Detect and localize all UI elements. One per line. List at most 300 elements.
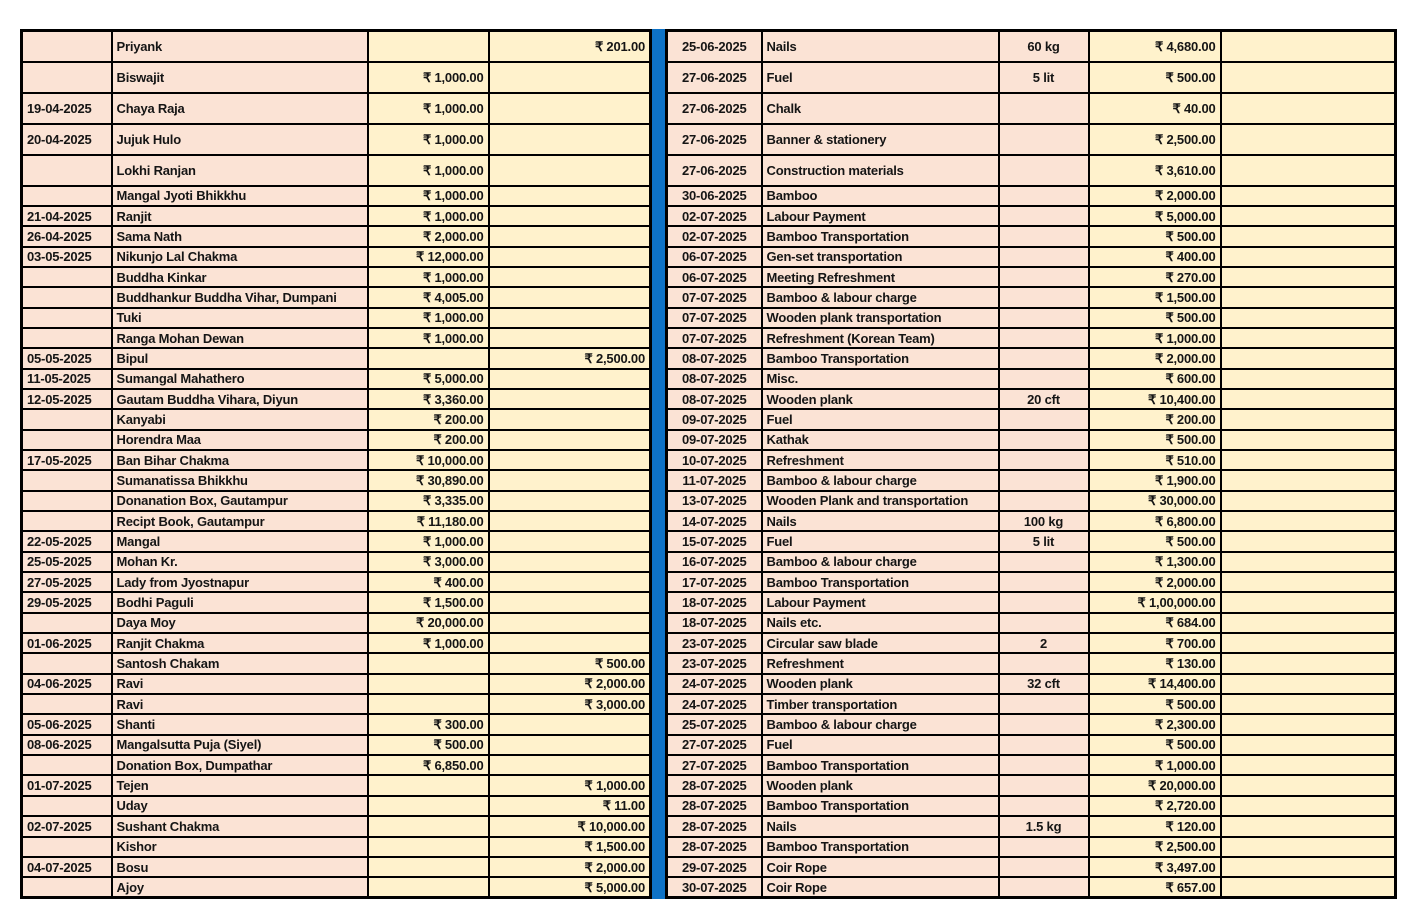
cell-amount-2[interactable] [489,511,651,531]
cell-amount-2[interactable]: ₹ 11.00 [489,796,651,816]
cell-expense-item[interactable]: Bamboo & labour charge [762,552,999,572]
cell-expense-item[interactable]: Nails [762,816,999,836]
cell-date[interactable]: 11-05-2025 [22,369,112,389]
cell-amount[interactable]: ₹ 1,000.00 [1089,755,1221,775]
cell-amount-1[interactable]: ₹ 500.00 [368,735,489,755]
cell-amount-1[interactable]: ₹ 1,500.00 [368,592,489,612]
cell-amount[interactable]: ₹ 1,000.00 [1089,328,1221,348]
cell-date[interactable]: 11-07-2025 [667,470,762,490]
cell-empty[interactable] [1221,613,1396,633]
cell-date[interactable]: 02-07-2025 [22,816,112,836]
cell-donor-name[interactable]: Mohan Kr. [112,552,368,572]
cell-donor-name[interactable]: Priyank [112,31,368,62]
cell-date[interactable]: 25-07-2025 [667,714,762,734]
cell-amount[interactable]: ₹ 270.00 [1089,267,1221,287]
cell-amount-2[interactable] [489,247,651,267]
cell-expense-item[interactable]: Labour Payment [762,206,999,226]
cell-expense-item[interactable]: Bamboo & labour charge [762,714,999,734]
cell-date[interactable] [22,409,112,429]
cell-expense-item[interactable]: Banner & stationery [762,124,999,155]
cell-amount-2[interactable] [489,328,651,348]
cell-donor-name[interactable]: Ranjit [112,206,368,226]
cell-amount[interactable]: ₹ 5,000.00 [1089,206,1221,226]
cell-date[interactable]: 25-05-2025 [22,552,112,572]
cell-quantity[interactable] [999,491,1089,511]
cell-quantity[interactable] [999,714,1089,734]
cell-amount[interactable]: ₹ 30,000.00 [1089,491,1221,511]
cell-amount[interactable]: ₹ 500.00 [1089,531,1221,551]
cell-expense-item[interactable]: Bamboo Transportation [762,226,999,246]
cell-quantity[interactable] [999,613,1089,633]
cell-amount[interactable]: ₹ 500.00 [1089,735,1221,755]
cell-amount-2[interactable]: ₹ 2,500.00 [489,348,651,368]
cell-date[interactable]: 07-07-2025 [667,328,762,348]
cell-date[interactable]: 01-07-2025 [22,775,112,795]
cell-amount-1[interactable]: ₹ 3,000.00 [368,552,489,572]
cell-amount-2[interactable]: ₹ 201.00 [489,31,651,62]
cell-amount-2[interactable]: ₹ 2,000.00 [489,857,651,877]
cell-date[interactable]: 23-07-2025 [667,633,762,653]
cell-empty[interactable] [1221,287,1396,307]
cell-amount-2[interactable] [489,155,651,186]
cell-expense-item[interactable]: Bamboo & labour charge [762,287,999,307]
cell-empty[interactable] [1221,93,1396,124]
cell-date[interactable]: 07-07-2025 [667,287,762,307]
cell-expense-item[interactable]: Nails etc. [762,613,999,633]
cell-amount[interactable]: ₹ 6,800.00 [1089,511,1221,531]
cell-date[interactable] [22,653,112,673]
cell-amount-1[interactable]: ₹ 6,850.00 [368,755,489,775]
cell-amount[interactable]: ₹ 500.00 [1089,430,1221,450]
cell-expense-item[interactable]: Refreshment (Korean Team) [762,328,999,348]
cell-expense-item[interactable]: Bamboo [762,186,999,206]
cell-amount-1[interactable]: ₹ 1,000.00 [368,124,489,155]
cell-date[interactable] [22,613,112,633]
cell-quantity[interactable] [999,409,1089,429]
cell-date[interactable] [22,694,112,714]
cell-donor-name[interactable]: Chaya Raja [112,93,368,124]
cell-empty[interactable] [1221,186,1396,206]
cell-expense-item[interactable]: Refreshment [762,653,999,673]
cell-donor-name[interactable]: Bosu [112,857,368,877]
cell-amount[interactable]: ₹ 120.00 [1089,816,1221,836]
cell-empty[interactable] [1221,430,1396,450]
cell-amount-2[interactable]: ₹ 3,000.00 [489,694,651,714]
cell-amount-2[interactable]: ₹ 500.00 [489,653,651,673]
cell-date[interactable] [22,308,112,328]
cell-amount[interactable]: ₹ 2,300.00 [1089,714,1221,734]
cell-amount[interactable]: ₹ 657.00 [1089,877,1221,897]
cell-date[interactable]: 03-05-2025 [22,247,112,267]
cell-amount-1[interactable] [368,796,489,816]
cell-expense-item[interactable]: Bamboo Transportation [762,755,999,775]
cell-date[interactable]: 06-07-2025 [667,247,762,267]
cell-amount[interactable]: ₹ 1,900.00 [1089,470,1221,490]
cell-date[interactable]: 17-07-2025 [667,572,762,592]
cell-expense-item[interactable]: Kathak [762,430,999,450]
cell-quantity[interactable] [999,287,1089,307]
cell-date[interactable]: 02-07-2025 [667,226,762,246]
cell-amount-2[interactable] [489,633,651,653]
cell-expense-item[interactable]: Wooden plank transportation [762,308,999,328]
cell-date[interactable]: 17-05-2025 [22,450,112,470]
cell-date[interactable]: 05-06-2025 [22,714,112,734]
cell-amount[interactable]: ₹ 3,497.00 [1089,857,1221,877]
cell-empty[interactable] [1221,592,1396,612]
cell-donor-name[interactable]: Ranga Mohan Dewan [112,328,368,348]
cell-donor-name[interactable]: Buddhankur Buddha Vihar, Dumpani [112,287,368,307]
cell-date[interactable] [22,430,112,450]
cell-expense-item[interactable]: Wooden plank [762,674,999,694]
cell-amount-1[interactable] [368,348,489,368]
cell-amount-2[interactable] [489,226,651,246]
cell-empty[interactable] [1221,328,1396,348]
cell-amount-1[interactable]: ₹ 12,000.00 [368,247,489,267]
cell-donor-name[interactable]: Uday [112,796,368,816]
cell-amount[interactable]: ₹ 684.00 [1089,613,1221,633]
cell-amount[interactable]: ₹ 40.00 [1089,93,1221,124]
cell-amount-2[interactable] [489,572,651,592]
cell-expense-item[interactable]: Labour Payment [762,592,999,612]
cell-donor-name[interactable]: Tuki [112,308,368,328]
cell-amount[interactable]: ₹ 2,000.00 [1089,348,1221,368]
cell-donor-name[interactable]: Ban Bihar Chakma [112,450,368,470]
cell-donor-name[interactable]: Shanti [112,714,368,734]
cell-amount[interactable]: ₹ 20,000.00 [1089,775,1221,795]
cell-amount-2[interactable] [489,531,651,551]
cell-amount-2[interactable] [489,592,651,612]
cell-amount-1[interactable]: ₹ 1,000.00 [368,206,489,226]
cell-empty[interactable] [1221,470,1396,490]
cell-date[interactable]: 09-07-2025 [667,430,762,450]
cell-empty[interactable] [1221,348,1396,368]
cell-quantity[interactable] [999,93,1089,124]
cell-date[interactable]: 13-07-2025 [667,491,762,511]
cell-amount-1[interactable]: ₹ 4,005.00 [368,287,489,307]
cell-amount-2[interactable] [489,308,651,328]
cell-amount-1[interactable] [368,31,489,62]
cell-date[interactable] [22,328,112,348]
cell-date[interactable] [22,470,112,490]
cell-quantity[interactable] [999,775,1089,795]
cell-quantity[interactable] [999,430,1089,450]
cell-date[interactable] [22,837,112,857]
cell-amount[interactable]: ₹ 500.00 [1089,62,1221,93]
cell-empty[interactable] [1221,409,1396,429]
cell-amount[interactable]: ₹ 1,300.00 [1089,552,1221,572]
cell-date[interactable]: 26-04-2025 [22,226,112,246]
cell-date[interactable]: 01-06-2025 [22,633,112,653]
cell-quantity[interactable] [999,206,1089,226]
cell-date[interactable] [22,796,112,816]
cell-date[interactable]: 15-07-2025 [667,531,762,551]
cell-amount-2[interactable] [489,124,651,155]
cell-amount-1[interactable]: ₹ 1,000.00 [368,186,489,206]
cell-amount-1[interactable] [368,816,489,836]
cell-amount-1[interactable]: ₹ 1,000.00 [368,93,489,124]
cell-amount[interactable]: ₹ 500.00 [1089,694,1221,714]
cell-amount-2[interactable] [489,369,651,389]
cell-date[interactable]: 04-06-2025 [22,674,112,694]
cell-quantity[interactable] [999,755,1089,775]
cell-date[interactable]: 21-04-2025 [22,206,112,226]
cell-date[interactable]: 08-07-2025 [667,369,762,389]
cell-amount-1[interactable] [368,653,489,673]
cell-donor-name[interactable]: Mangalsutta Puja (Siyel) [112,735,368,755]
cell-empty[interactable] [1221,155,1396,186]
cell-quantity[interactable] [999,328,1089,348]
cell-amount-1[interactable]: ₹ 5,000.00 [368,369,489,389]
cell-donor-name[interactable]: Mangal [112,531,368,551]
cell-amount-2[interactable] [489,450,651,470]
cell-amount-2[interactable] [489,714,651,734]
cell-empty[interactable] [1221,775,1396,795]
cell-amount[interactable]: ₹ 2,000.00 [1089,186,1221,206]
cell-amount[interactable]: ₹ 400.00 [1089,247,1221,267]
cell-expense-item[interactable]: Wooden plank [762,775,999,795]
cell-empty[interactable] [1221,877,1396,897]
cell-donor-name[interactable]: Recipt Book, Gautampur [112,511,368,531]
cell-donor-name[interactable]: Sama Nath [112,226,368,246]
cell-empty[interactable] [1221,267,1396,287]
cell-amount-1[interactable]: ₹ 11,180.00 [368,511,489,531]
cell-date[interactable]: 27-06-2025 [667,155,762,186]
cell-expense-item[interactable]: Coir Rope [762,877,999,897]
cell-amount-1[interactable] [368,837,489,857]
cell-donor-name[interactable]: Gautam Buddha Vihara, Diyun [112,389,368,409]
cell-amount-1[interactable]: ₹ 400.00 [368,572,489,592]
cell-date[interactable]: 27-05-2025 [22,572,112,592]
cell-donor-name[interactable]: Daya Moy [112,613,368,633]
cell-date[interactable]: 08-07-2025 [667,348,762,368]
cell-amount-2[interactable] [489,62,651,93]
cell-date[interactable]: 24-07-2025 [667,694,762,714]
cell-donor-name[interactable]: Donation Box, Dumpathar [112,755,368,775]
cell-amount-2[interactable] [489,735,651,755]
cell-amount-1[interactable] [368,694,489,714]
cell-empty[interactable] [1221,552,1396,572]
cell-amount[interactable]: ₹ 2,500.00 [1089,124,1221,155]
cell-expense-item[interactable]: Bamboo Transportation [762,572,999,592]
cell-amount-1[interactable]: ₹ 200.00 [368,430,489,450]
cell-empty[interactable] [1221,755,1396,775]
cell-date[interactable]: 04-07-2025 [22,857,112,877]
cell-date[interactable]: 18-07-2025 [667,613,762,633]
cell-amount[interactable]: ₹ 200.00 [1089,409,1221,429]
cell-date[interactable] [22,62,112,93]
cell-quantity[interactable]: 32 cft [999,674,1089,694]
cell-amount-1[interactable]: ₹ 200.00 [368,409,489,429]
cell-amount-2[interactable] [489,287,651,307]
cell-expense-item[interactable]: Nails [762,511,999,531]
cell-amount[interactable]: ₹ 3,610.00 [1089,155,1221,186]
cell-amount-1[interactable] [368,877,489,897]
cell-donor-name[interactable]: Ajoy [112,877,368,897]
cell-amount-1[interactable]: ₹ 300.00 [368,714,489,734]
cell-expense-item[interactable]: Timber transportation [762,694,999,714]
cell-date[interactable] [22,491,112,511]
cell-date[interactable]: 06-07-2025 [667,267,762,287]
cell-amount-1[interactable]: ₹ 1,000.00 [368,155,489,186]
cell-donor-name[interactable]: Biswajit [112,62,368,93]
cell-date[interactable]: 30-07-2025 [667,877,762,897]
cell-date[interactable]: 28-07-2025 [667,775,762,795]
cell-quantity[interactable] [999,653,1089,673]
cell-amount-1[interactable] [368,857,489,877]
cell-amount-1[interactable]: ₹ 3,335.00 [368,491,489,511]
cell-quantity[interactable]: 2 [999,633,1089,653]
cell-quantity[interactable]: 60 kg [999,31,1089,62]
cell-donor-name[interactable]: Lokhi Ranjan [112,155,368,186]
cell-quantity[interactable] [999,226,1089,246]
cell-donor-name[interactable]: Jujuk Hulo [112,124,368,155]
cell-expense-item[interactable]: Chalk [762,93,999,124]
cell-empty[interactable] [1221,491,1396,511]
cell-amount-2[interactable]: ₹ 1,500.00 [489,837,651,857]
cell-date[interactable]: 22-05-2025 [22,531,112,551]
cell-date[interactable] [22,511,112,531]
cell-donor-name[interactable]: Mangal Jyoti Bhikkhu [112,186,368,206]
cell-amount[interactable]: ₹ 14,400.00 [1089,674,1221,694]
cell-amount[interactable]: ₹ 2,720.00 [1089,796,1221,816]
cell-amount-2[interactable] [489,267,651,287]
cell-amount-2[interactable] [489,409,651,429]
cell-date[interactable]: 16-07-2025 [667,552,762,572]
cell-date[interactable]: 27-07-2025 [667,735,762,755]
cell-quantity[interactable] [999,124,1089,155]
cell-donor-name[interactable]: Santosh Chakam [112,653,368,673]
cell-date[interactable]: 27-06-2025 [667,124,762,155]
cell-quantity[interactable]: 1.5 kg [999,816,1089,836]
cell-date[interactable] [22,31,112,62]
cell-quantity[interactable] [999,552,1089,572]
cell-date[interactable]: 28-07-2025 [667,796,762,816]
cell-quantity[interactable]: 100 kg [999,511,1089,531]
cell-quantity[interactable] [999,155,1089,186]
cell-date[interactable]: 27-07-2025 [667,755,762,775]
cell-amount-1[interactable]: ₹ 1,000.00 [368,308,489,328]
cell-empty[interactable] [1221,531,1396,551]
cell-empty[interactable] [1221,389,1396,409]
cell-donor-name[interactable]: Sumangal Mahathero [112,369,368,389]
cell-amount-2[interactable] [489,93,651,124]
cell-empty[interactable] [1221,62,1396,93]
cell-date[interactable]: 05-05-2025 [22,348,112,368]
cell-quantity[interactable] [999,796,1089,816]
cell-quantity[interactable] [999,857,1089,877]
cell-amount-1[interactable]: ₹ 10,000.00 [368,450,489,470]
cell-expense-item[interactable]: Misc. [762,369,999,389]
cell-amount-2[interactable] [489,755,651,775]
cell-date[interactable]: 02-07-2025 [667,206,762,226]
cell-donor-name[interactable]: Tejen [112,775,368,795]
cell-quantity[interactable] [999,877,1089,897]
cell-quantity[interactable] [999,348,1089,368]
cell-quantity[interactable] [999,837,1089,857]
cell-donor-name[interactable]: Sushant Chakma [112,816,368,836]
cell-empty[interactable] [1221,837,1396,857]
cell-expense-item[interactable]: Circular saw blade [762,633,999,653]
cell-empty[interactable] [1221,247,1396,267]
cell-amount-1[interactable]: ₹ 1,000.00 [368,531,489,551]
cell-date[interactable] [22,877,112,897]
cell-amount-2[interactable] [489,389,651,409]
cell-empty[interactable] [1221,369,1396,389]
cell-quantity[interactable] [999,247,1089,267]
cell-empty[interactable] [1221,694,1396,714]
cell-donor-name[interactable]: Ravi [112,694,368,714]
cell-amount-2[interactable] [489,430,651,450]
cell-quantity[interactable] [999,186,1089,206]
cell-amount[interactable]: ₹ 1,00,000.00 [1089,592,1221,612]
cell-donor-name[interactable]: Bipul [112,348,368,368]
cell-amount-1[interactable]: ₹ 30,890.00 [368,470,489,490]
cell-donor-name[interactable]: Kanyabi [112,409,368,429]
cell-expense-item[interactable]: Gen-set transportation [762,247,999,267]
cell-amount-1[interactable]: ₹ 1,000.00 [368,267,489,287]
cell-quantity[interactable] [999,450,1089,470]
cell-expense-item[interactable]: Construction materials [762,155,999,186]
cell-donor-name[interactable]: Nikunjo Lal Chakma [112,247,368,267]
cell-empty[interactable] [1221,450,1396,470]
cell-empty[interactable] [1221,653,1396,673]
cell-amount-2[interactable]: ₹ 1,000.00 [489,775,651,795]
cell-date[interactable]: 27-06-2025 [667,62,762,93]
cell-empty[interactable] [1221,735,1396,755]
cell-date[interactable]: 10-07-2025 [667,450,762,470]
cell-expense-item[interactable]: Wooden plank [762,389,999,409]
cell-empty[interactable] [1221,511,1396,531]
cell-expense-item[interactable]: Bamboo & labour charge [762,470,999,490]
cell-amount-1[interactable]: ₹ 1,000.00 [368,328,489,348]
cell-expense-item[interactable]: Refreshment [762,450,999,470]
cell-quantity[interactable]: 5 lit [999,62,1089,93]
cell-quantity[interactable]: 20 cft [999,389,1089,409]
cell-date[interactable] [22,155,112,186]
cell-donor-name[interactable]: Sumanatissa Bhikkhu [112,470,368,490]
cell-donor-name[interactable]: Lady from Jyostnapur [112,572,368,592]
cell-date[interactable]: 29-07-2025 [667,857,762,877]
cell-date[interactable]: 23-07-2025 [667,653,762,673]
cell-date[interactable]: 29-05-2025 [22,592,112,612]
cell-amount-2[interactable] [489,613,651,633]
cell-date[interactable]: 28-07-2025 [667,816,762,836]
cell-date[interactable]: 08-06-2025 [22,735,112,755]
cell-empty[interactable] [1221,206,1396,226]
cell-expense-item[interactable]: Fuel [762,531,999,551]
cell-donor-name[interactable]: Donanation Box, Gautampur [112,491,368,511]
cell-date[interactable]: 24-07-2025 [667,674,762,694]
cell-amount-2[interactable]: ₹ 5,000.00 [489,877,651,897]
cell-expense-item[interactable]: Nails [762,31,999,62]
cell-amount[interactable]: ₹ 500.00 [1089,226,1221,246]
cell-empty[interactable] [1221,633,1396,653]
cell-empty[interactable] [1221,857,1396,877]
cell-expense-item[interactable]: Fuel [762,409,999,429]
cell-quantity[interactable] [999,592,1089,612]
cell-amount[interactable]: ₹ 4,680.00 [1089,31,1221,62]
cell-donor-name[interactable]: Bodhi Paguli [112,592,368,612]
cell-amount[interactable]: ₹ 130.00 [1089,653,1221,673]
cell-date[interactable] [22,267,112,287]
cell-donor-name[interactable]: Ranjit Chakma [112,633,368,653]
cell-expense-item[interactable]: Coir Rope [762,857,999,877]
cell-date[interactable]: 19-04-2025 [22,93,112,124]
cell-quantity[interactable] [999,694,1089,714]
cell-empty[interactable] [1221,308,1396,328]
cell-amount-1[interactable] [368,674,489,694]
cell-date[interactable]: 30-06-2025 [667,186,762,206]
